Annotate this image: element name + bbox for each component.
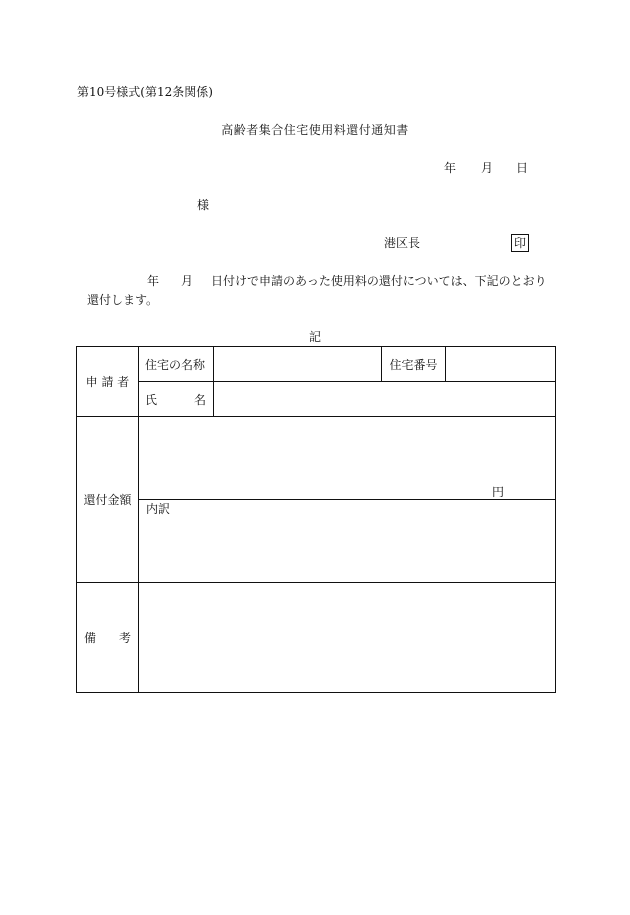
refund-amount-label-cell xyxy=(77,417,139,583)
breakdown-label: 内訳 xyxy=(146,502,171,516)
remarks-label-left: 備 xyxy=(84,631,97,645)
remarks-label-cell xyxy=(77,583,139,693)
housing-number-label: 住宅番号 xyxy=(389,357,438,372)
refund-amount-label: 還付金額 xyxy=(83,493,132,507)
refund-amount-field[interactable] xyxy=(139,417,556,500)
name-label-left: 氏 xyxy=(145,392,158,407)
applicant-name-field[interactable] xyxy=(214,382,556,417)
name-row xyxy=(77,382,556,417)
remarks-row xyxy=(77,583,556,693)
remarks-label-right: 考 xyxy=(118,631,131,645)
remarks-field[interactable] xyxy=(139,583,556,693)
name-label-right: 名 xyxy=(193,392,206,407)
housing-row xyxy=(77,347,556,382)
issuer-title: 港区長 xyxy=(384,236,421,250)
addressee-honorific: 様 xyxy=(197,198,210,212)
date-month-label: 月 xyxy=(481,161,494,175)
date-year-label: 年 xyxy=(444,161,457,175)
name-label-cell xyxy=(139,382,214,417)
housing-name-label: 住宅の名称 xyxy=(145,357,206,372)
body-text-rest: 日付けで申請のあった使用料の還付については、下記のとおり xyxy=(211,274,547,288)
applicant-label: 申 請 者 xyxy=(85,375,130,389)
body-text-line2: 還付します。 xyxy=(87,293,159,307)
body-month-label: 月 xyxy=(181,274,194,288)
form-number: 第10号様式(第12条関係) xyxy=(77,85,213,99)
housing-name-field[interactable] xyxy=(214,347,382,382)
seal-mark: 印 xyxy=(511,234,529,252)
body-year-label: 年 xyxy=(147,274,160,288)
document-title: 高齢者集合住宅使用料還付通知書 xyxy=(221,123,409,137)
housing-number-label-cell xyxy=(382,347,446,382)
date-day-label: 日 xyxy=(516,161,529,175)
amount-row xyxy=(77,417,556,500)
body-text-line1 xyxy=(147,275,547,287)
yen-unit-label: 円 xyxy=(492,485,505,499)
housing-number-field[interactable] xyxy=(446,347,556,382)
breakdown-row xyxy=(77,500,556,583)
housing-name-label-cell xyxy=(139,347,214,382)
ki-heading: 記 xyxy=(308,330,321,344)
applicant-label-cell xyxy=(77,347,139,417)
refund-form-table xyxy=(76,346,556,693)
breakdown-field[interactable] xyxy=(139,500,556,583)
